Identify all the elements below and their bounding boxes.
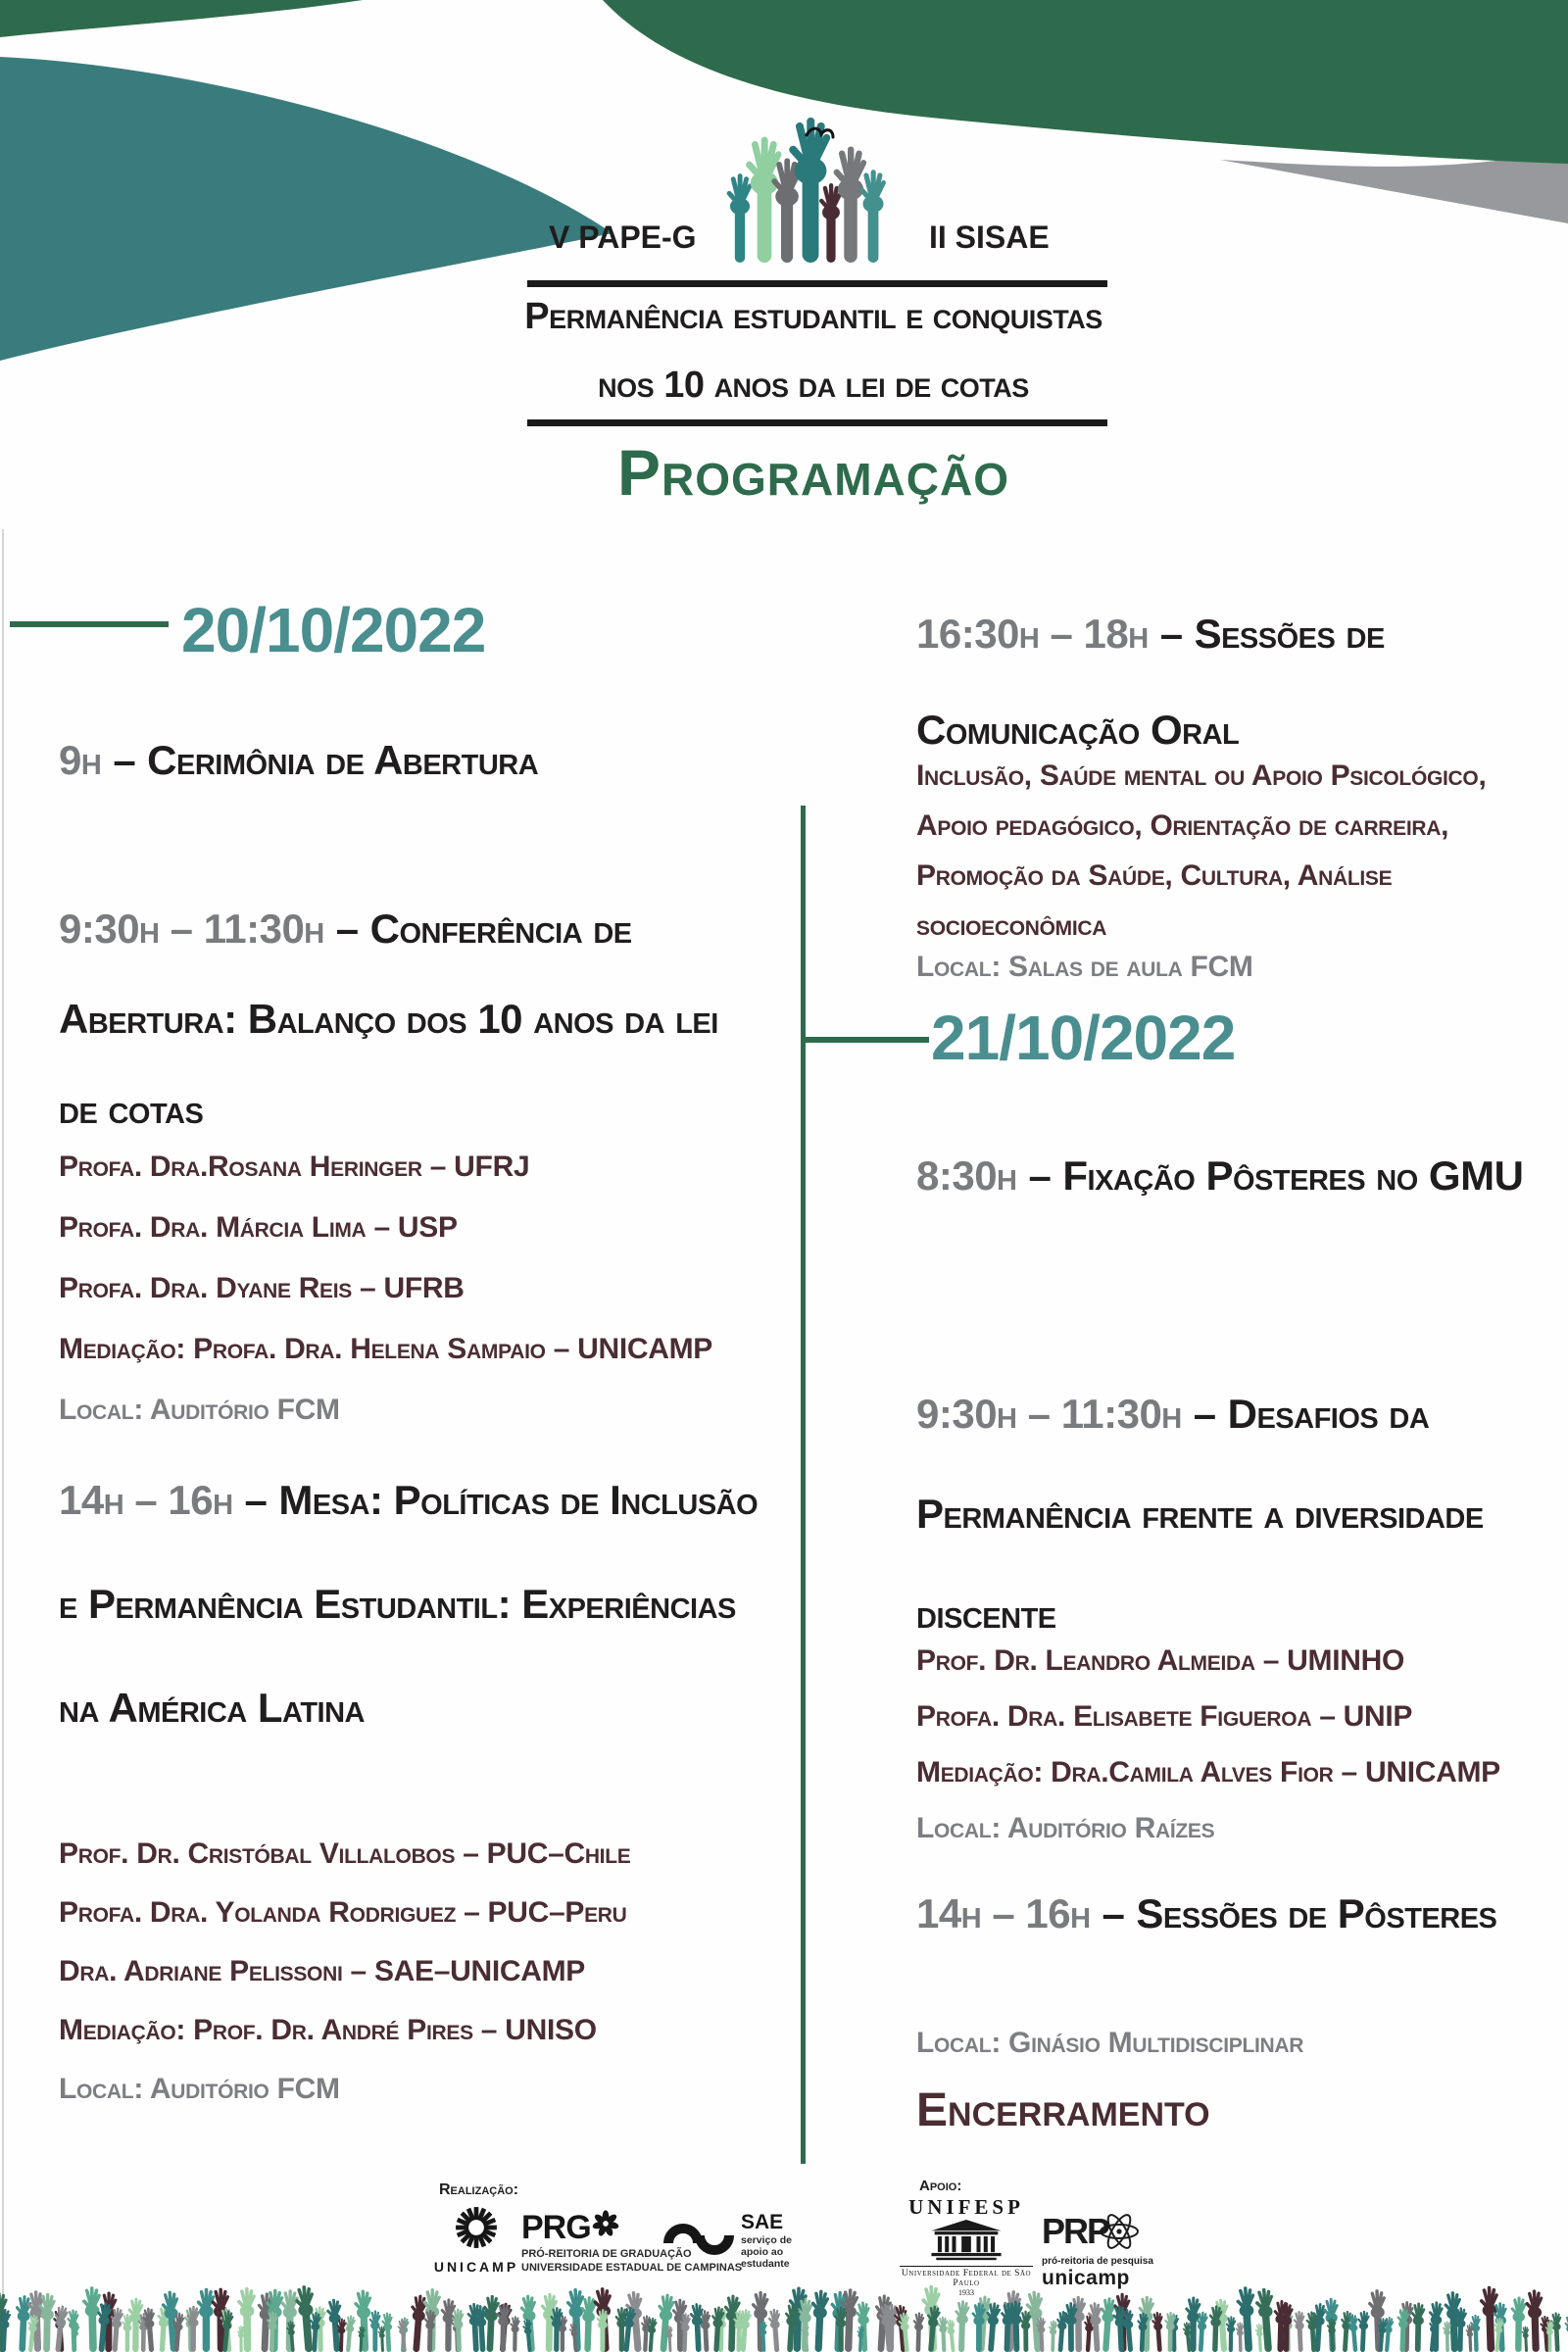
day1-item1-time: 9h	[59, 737, 102, 783]
day1-date-dash	[10, 621, 169, 627]
sae-subline2: apoio ao	[741, 2246, 784, 2258]
speaker: Profa. Dra. Yolanda Rodriguez – PUC–Peru	[59, 1896, 627, 1929]
unicamp-logo	[429, 2201, 523, 2275]
day2-item2-local: Local: Auditório Raízes	[916, 1812, 1215, 1844]
header-divider-top	[527, 280, 1107, 287]
event-name-right: II SISAE	[929, 220, 1050, 255]
closing-title: Encerramento	[916, 2084, 1210, 2136]
event-title-line1: Permanência estudantil e conquistas	[524, 296, 1102, 337]
speaker: Mediação: Prof. Dr. André Pires – UNISO	[59, 2014, 597, 2046]
green-topleft-sliver	[0, 0, 363, 37]
speaker: Profa. Dra. Elisabete Figueroa – UNIP	[916, 1700, 1413, 1733]
page-title: Programação	[617, 436, 1009, 509]
day1-item3-local: Local: Auditório FCM	[59, 2073, 340, 2105]
day1-item4-heading	[916, 586, 1534, 778]
day2-item3-time: 14h – 16h	[916, 1890, 1091, 1936]
speaker: Profa. Dra. Dyane Reis – UFRB	[59, 1272, 465, 1304]
unifesp-subline: Universidade Federal de São Paulo	[900, 2266, 1033, 2288]
speaker: Prof. Dr. Cristóbal Villalobos – PUC–Chile	[59, 1838, 631, 1870]
separator: –	[113, 737, 136, 783]
prg-subline1: PRÓ-REITORIA DE GRADUAÇÃO	[521, 2248, 692, 2260]
unifesp-wordmark: UNIFESP	[908, 2195, 1024, 2219]
day2-item3-heading	[916, 1860, 1534, 1968]
unicamp-wordmark: UNICAMP	[433, 2259, 519, 2275]
prp-subline: pró-reitoria de pesquisa	[1042, 2256, 1153, 2267]
prg-wordmark: PRG	[521, 2209, 591, 2246]
sae-subline3: estudante	[741, 2258, 790, 2270]
header-divider-bottom	[527, 419, 1107, 426]
event-name-left: V PAPE-G	[549, 220, 697, 255]
day2-item2-title: Desafios da Permanência frente a diversidade discente	[916, 1391, 1484, 1637]
speaker: Mediação: Dra.Camila Alves Fior – UNICAMP	[916, 1756, 1500, 1788]
day2-date: 21/10/2022	[931, 1003, 1236, 1073]
day1-item4-time: 16:30h – 18h	[916, 611, 1149, 657]
speaker: Profa. Dra. Márcia Lima – USP	[59, 1211, 458, 1244]
raised-hands-logo	[720, 98, 897, 265]
prg-flower-icon	[591, 2209, 620, 2238]
separator: –	[1102, 1890, 1125, 1936]
event-title-line2: nos 10 anos da lei de cotas	[598, 365, 1029, 406]
realizacao-label: Realização:	[439, 2181, 519, 2198]
unicamp-sunburst-icon	[450, 2201, 503, 2254]
day1-item3-time: 14h – 16h	[59, 1477, 233, 1523]
separator: –	[1028, 1152, 1052, 1199]
apoio-label: Apoio:	[919, 2178, 962, 2194]
day2-item2-time: 9:30h – 11:30h	[916, 1391, 1182, 1437]
day1-item2-time: 9:30h – 11:30h	[59, 906, 324, 952]
column-divider	[801, 806, 806, 2164]
day1-item1-heading	[59, 737, 760, 784]
prp-wordmark: PRP	[1042, 2211, 1109, 2251]
day2-item1-title: Fixação Pôsteres no GMU	[1062, 1152, 1524, 1199]
day1-item4-topics: Inclusão, Saúde mental ou Apoio Psicológico, Apoio pedagógico, Orientação de carreira, Promoção da Saúde, Cultura, Análise socioeconômica	[916, 760, 1487, 942]
separator: –	[1159, 611, 1183, 657]
day1-item3-title: Mesa: Políticas de Inclusão e Permanência Estudantil: Experiências na América Latina	[59, 1477, 759, 1731]
day1-item2-title: Conferência de Abertura: Balanço dos 10 anos da lei de cotas	[59, 906, 718, 1132]
day2-item1-time: 8:30h	[916, 1152, 1017, 1199]
prp-atom-icon	[1095, 2207, 1144, 2256]
speaker: Mediação: Profa. Dra. Helena Sampaio – UNICAMP	[59, 1333, 713, 1365]
unifesp-building-icon	[911, 2220, 1021, 2261]
day1-item2-local: Local: Auditório FCM	[59, 1394, 340, 1426]
day1-item4-title: Sessões de Comunicação Oral	[916, 611, 1385, 753]
speaker: Profa. Dra.Rosana Heringer – UFRJ	[59, 1151, 530, 1183]
left-edge-line	[2, 529, 4, 2350]
day1-date: 20/10/2022	[181, 595, 486, 665]
day1-item4-local: Local: Salas de aula FCM	[916, 951, 1253, 983]
prg-subline2: UNIVERSIDADE ESTADUAL DE CAMPINAS	[521, 2262, 743, 2274]
day1-item3-heading	[59, 1448, 760, 1760]
hands-fringe-border	[0, 2274, 1568, 2352]
separator: –	[244, 1477, 268, 1523]
prp-unicamp-wordmark: unicamp	[1042, 2267, 1130, 2289]
speaker: Prof. Dr. Leandro Almeida – UMINHO	[916, 1644, 1405, 1677]
separator: –	[335, 906, 359, 952]
day2-item2-heading	[916, 1364, 1548, 1664]
sae-logo	[662, 2211, 792, 2270]
day2-item3-local: Local: Ginásio Multidisciplinar	[916, 2027, 1304, 2059]
speaker: Dra. Adriane Pelissoni – SAE–UNICAMP	[59, 1955, 586, 1987]
sae-wordmark: SAE	[741, 2211, 784, 2233]
day2-date-dash	[804, 1037, 929, 1043]
day1-item2-speakers	[59, 1137, 760, 1441]
day2-item1-heading	[916, 1133, 1534, 1219]
day1-item2-heading	[59, 884, 760, 1154]
sae-subline1: serviço de	[741, 2234, 792, 2246]
sae-arcs-icon	[662, 2220, 735, 2261]
unifesp-year: 1933	[958, 2288, 974, 2297]
day2-item2-speakers	[916, 1633, 1548, 1856]
day1-item1-title: Cerimônia de Abertura	[147, 737, 539, 783]
separator: –	[1193, 1391, 1216, 1437]
day1-item3-speakers	[59, 1825, 760, 2119]
day2-item3-title: Sessões de Pôsteres	[1136, 1890, 1497, 1936]
